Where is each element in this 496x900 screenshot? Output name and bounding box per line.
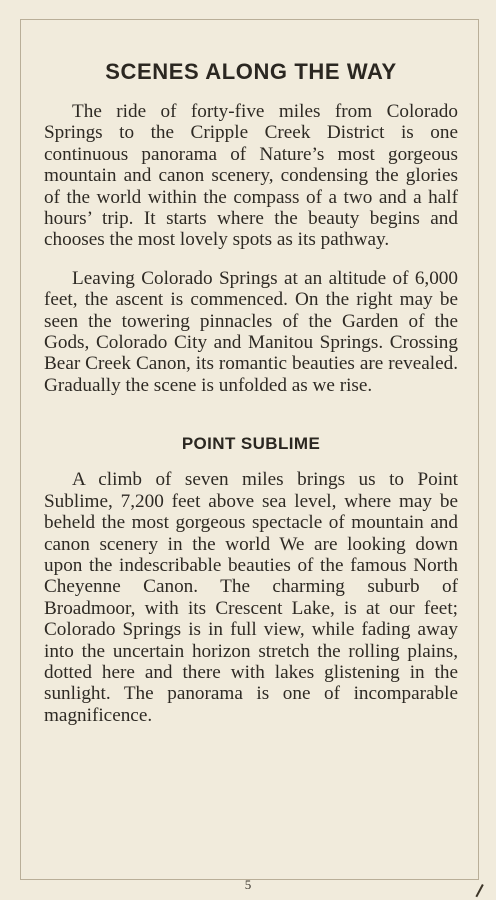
page-body xyxy=(44,55,458,726)
page-number: 5 xyxy=(244,877,252,892)
section-heading: SCENES ALONG THE WAY xyxy=(105,59,397,84)
paragraph: A climb of seven miles brings us to Point Sublime, 7,200 feet above sea level, where may be beheld the most gorgeous spectacle of mountain and canon scenery in the world We are looking down upon the indescribable beauties of the famous North Cheyenne Canon. The charming suburb of Broadmoor, with its Crescent Lake, is at our feet; Colorado Springs is in full view, while fading away into the uncertain horizon stretch the rolling plains, dotted here and there with lakes glistening in the sunlight. The panorama is one of incomparable magnificence. xyxy=(44,469,458,726)
paragraph: The ride of forty-five miles from Colorado Springs to the Cripple Creek District is one continuous panorama of Nature’s most gorgeous mountain and canon scenery, condensing the glories of the world within the compass of a two and a half hours’ trip. It starts where the beauty begins and chooses the most lovely spots as its pathway. xyxy=(44,101,458,251)
section-subheading: POINT SUBLIME xyxy=(181,434,321,454)
paragraph: Leaving Colorado Springs at an altitude of 6,000 feet, the ascent is commenced. On the right may be seen the towering pinnacles of the Garden of the Gods, Colorado City and Manitou Springs. Crossing Bear Creek Canon, its romantic beauties are revealed. Gradually the scene is unfolded as we rise. xyxy=(44,267,458,396)
